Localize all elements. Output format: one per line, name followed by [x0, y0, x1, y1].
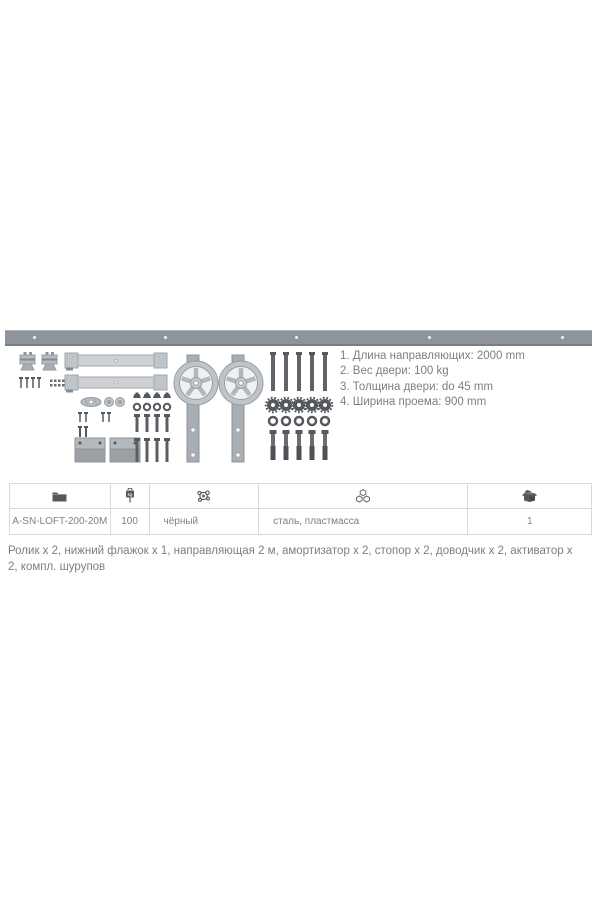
- rail-illustration: [5, 330, 592, 346]
- rail-hole: [295, 336, 298, 339]
- material-value: сталь, пластмасса: [259, 509, 468, 534]
- rail-hole: [164, 336, 167, 339]
- bolt-set-illustration: [266, 352, 332, 460]
- spec-item: 3. Толщина двери: do 45 mm: [340, 380, 494, 393]
- small-screws-illustration: [19, 377, 65, 388]
- kit-contents-note: Ролик x 2, нижний флажок x 1, направляющая 2 м, амортизатор x 2, стопор x 2, доводчик x 2, активатор x 2, компл. шурупов: [8, 545, 573, 573]
- quantity-value: 1: [526, 516, 533, 527]
- weight-value: 100: [111, 509, 150, 534]
- attributes-table: [9, 483, 592, 535]
- rail-hole: [428, 336, 431, 339]
- article-header-cell: [10, 484, 111, 508]
- activator-illustration: [81, 398, 125, 407]
- color-icon: [196, 489, 211, 503]
- rail-hole: [33, 336, 36, 339]
- spec-item: 1. Длина направляющих: 2000 mm: [340, 350, 525, 362]
- spec-item: 4. Ширина проема: 900 mm: [340, 396, 487, 409]
- rail-hole: [561, 336, 564, 339]
- weight-icon: [124, 488, 136, 504]
- stopper-blocks-illustration: [75, 438, 140, 462]
- package-header-cell: [468, 484, 591, 508]
- guide-rail-sections-illustration: [65, 353, 167, 393]
- spec-item: 2. Вес двери: 100 kg: [340, 365, 449, 378]
- article-icon: [52, 490, 67, 502]
- table-header-row: [10, 484, 591, 509]
- color-value: чёрный: [150, 509, 260, 534]
- roller-illustration: [174, 355, 263, 462]
- material-icon: [355, 489, 371, 503]
- floor-guide-illustration: [20, 352, 57, 370]
- spec-list: [340, 349, 525, 411]
- table-value-row: [10, 509, 591, 534]
- screw-pairs-illustration: [78, 412, 111, 437]
- hardware-kit-illustration: [10, 348, 345, 468]
- weight-header-cell: [111, 484, 150, 508]
- article-value: A-SN-LOFT-200-20M: [10, 509, 111, 534]
- svg-text:kg: kg: [127, 492, 132, 497]
- package-icon: [521, 489, 538, 503]
- material-header-cell: [259, 484, 468, 508]
- color-header-cell: [150, 484, 260, 508]
